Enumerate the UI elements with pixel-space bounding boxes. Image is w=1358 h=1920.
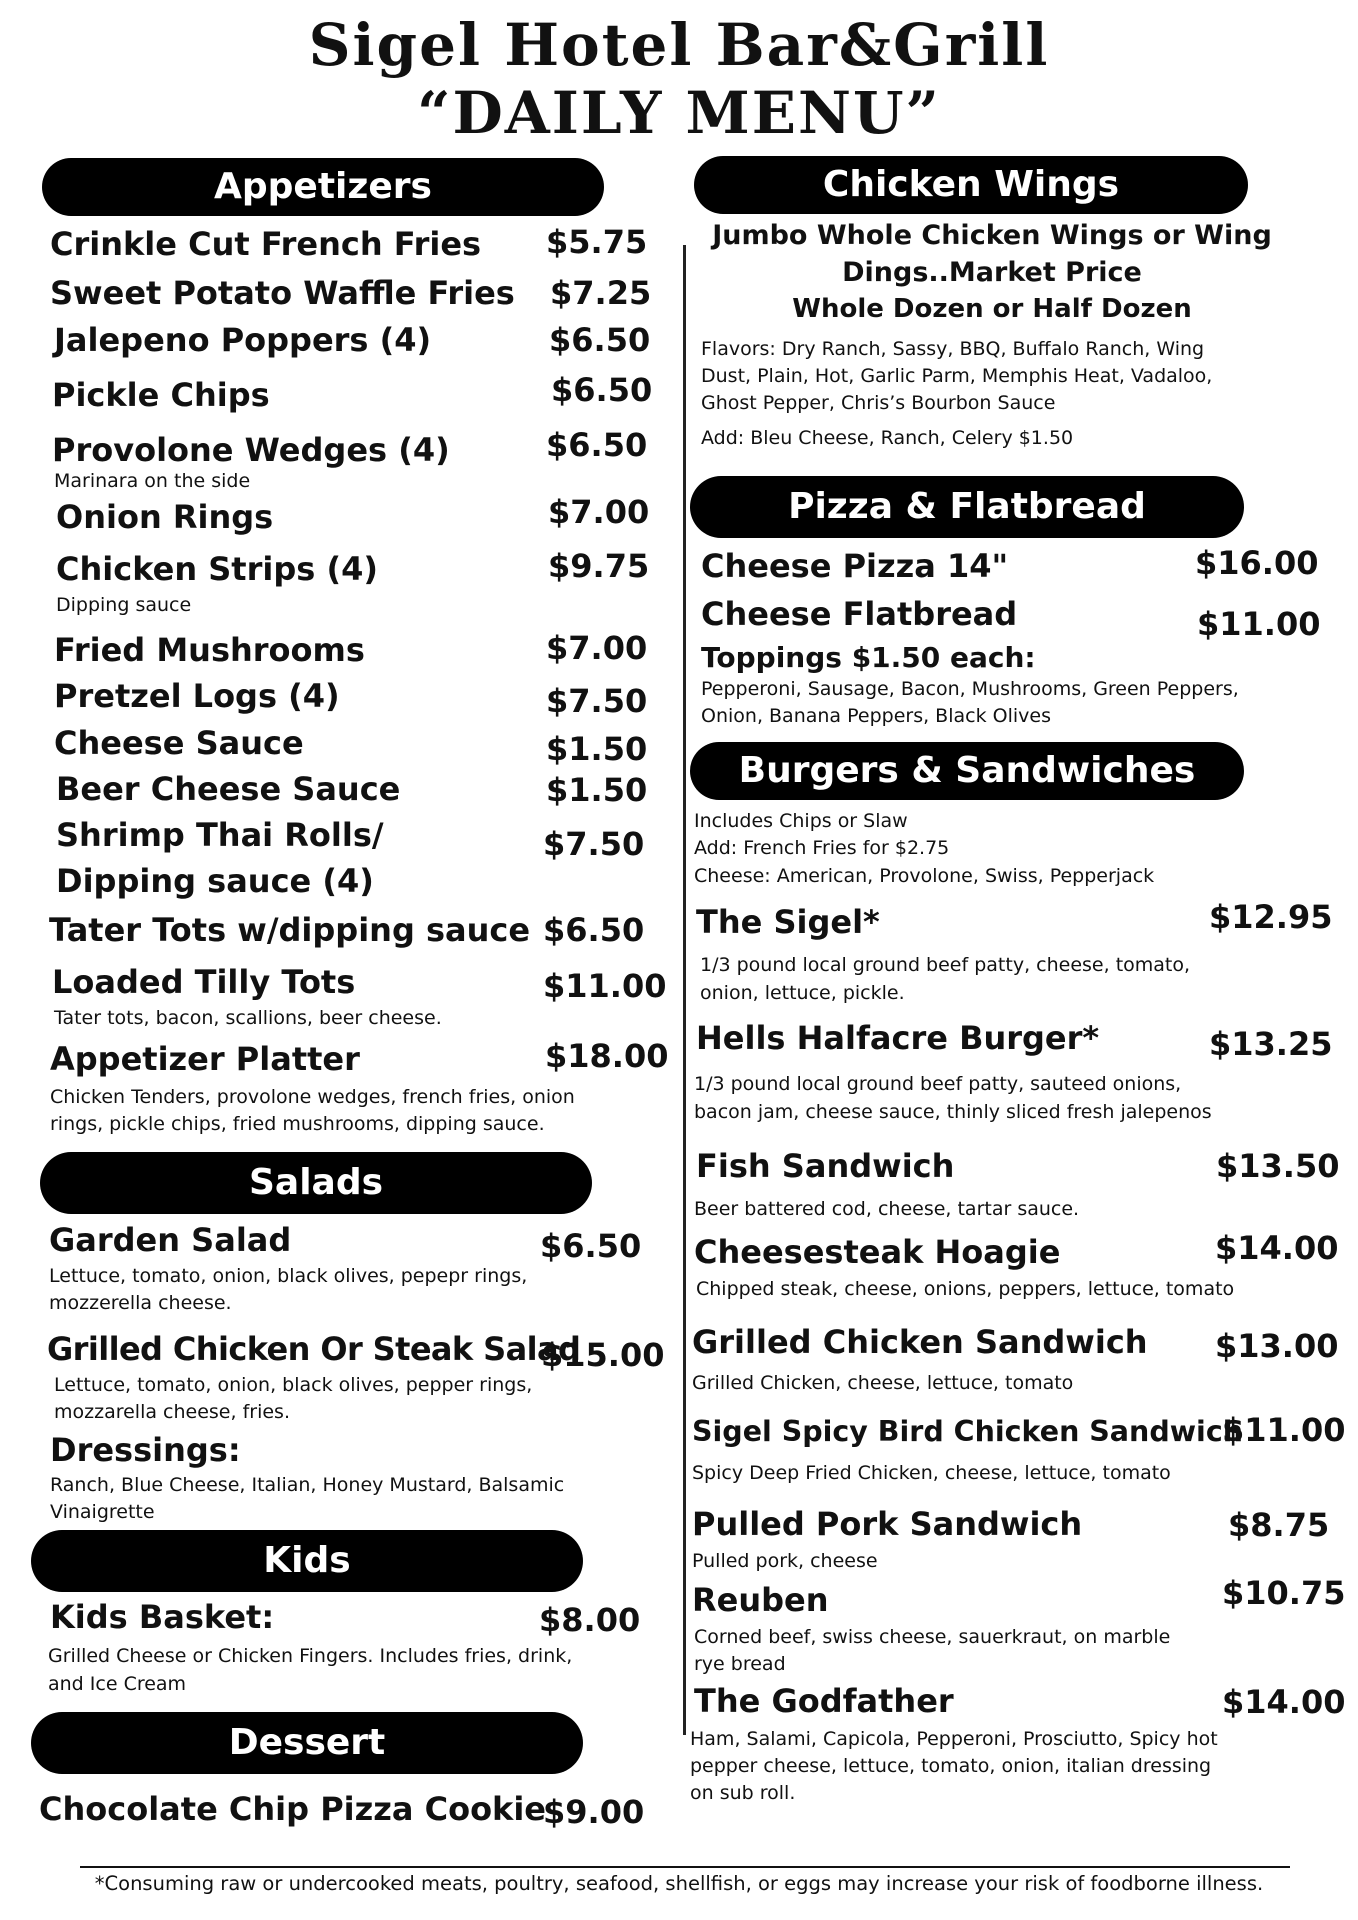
toppings-list: Pepperoni, Sausage, Bacon, Mushrooms, Green Peppers, — [701, 678, 1239, 700]
menu-item-price: $11.00 — [1197, 605, 1321, 643]
menu-item-price: $6.50 — [540, 1227, 642, 1265]
menu-item-name: Appetizer Platter — [50, 1040, 360, 1078]
menu-item-price: $6.50 — [543, 911, 645, 949]
menu-item-name: Onion Rings — [56, 498, 274, 536]
menu-item-name: The Sigel* — [696, 903, 880, 941]
dressings-label: Dressings: — [50, 1431, 241, 1469]
menu-item-price: $10.75 — [1222, 1574, 1346, 1612]
kids-heading: Kids — [31, 1530, 583, 1592]
menu-item-name: Fish Sandwich — [696, 1147, 955, 1185]
menu-item-price: $7.25 — [550, 274, 652, 312]
wings-add-ons: Add: Bleu Cheese, Ranch, Celery $1.50 — [701, 427, 1074, 449]
menu-item-price: $5.75 — [546, 223, 648, 261]
menu-item-name: Beer Cheese Sauce — [56, 770, 401, 808]
menu-item-price: $9.75 — [548, 547, 650, 585]
menu-item-price: $13.25 — [1209, 1025, 1333, 1063]
menu-item-price: $7.50 — [543, 825, 645, 863]
menu-item-price: $8.00 — [539, 1601, 641, 1639]
menu-item-name: Shrimp Thai Rolls/ — [56, 816, 384, 854]
menu-item-description: Grilled Cheese or Chicken Fingers. Includes fries, drink, — [48, 1645, 573, 1667]
menu-item-description-continued: rye bread — [694, 1653, 786, 1675]
dessert-heading: Dessert — [31, 1712, 583, 1774]
menu-item-description: Lettuce, tomato, onion, black olives, pepepr rings, — [49, 1265, 528, 1287]
burgers-intro: Add: French Fries for $2.75 — [694, 837, 950, 859]
menu-item-description-continued: rings, pickle chips, fried mushrooms, dipping sauce. — [50, 1113, 545, 1135]
menu-title: Sigel Hotel Bar&Grill — [308, 11, 1050, 79]
wings-portion: Whole Dozen or Half Dozen — [792, 294, 1192, 324]
menu-item-description: Dipping sauce — [56, 594, 192, 616]
dressings-list-continued: Vinaigrette — [50, 1501, 155, 1523]
foodborne-disclaimer: *Consuming raw or undercooked meats, poultry, seafood, shellfish, or eggs may increase your risk of foodborne illness. — [94, 1872, 1264, 1895]
menu-item-description-continued: and Ice Cream — [48, 1673, 187, 1695]
menu-item-price: $7.00 — [548, 493, 650, 531]
menu-item-price: $11.00 — [1222, 1411, 1346, 1449]
menu-item-price: $7.00 — [546, 629, 648, 667]
wings-flavors-continued: Ghost Pepper, Chris’s Bourbon Sauce — [701, 392, 1056, 414]
menu-item-name: Cheese Pizza 14" — [701, 547, 1009, 585]
menu-item-description: Beer battered cod, cheese, tartar sauce. — [694, 1198, 1080, 1220]
menu-item-description: Spicy Deep Fried Chicken, cheese, lettuce, tomato — [692, 1462, 1171, 1484]
menu-item-price: $6.50 — [546, 426, 648, 464]
menu-item-price: $12.95 — [1209, 898, 1333, 936]
menu-item-name: Grilled Chicken Sandwich — [692, 1323, 1148, 1361]
burgers-intro: Includes Chips or Slaw — [694, 810, 908, 832]
menu-item-name: The Godfather — [694, 1682, 954, 1720]
menu-item-name: Tater Tots w/dipping sauce — [49, 911, 531, 949]
menu-item-name: Crinkle Cut French Fries — [50, 225, 482, 263]
menu-item-name: Pickle Chips — [52, 376, 270, 414]
menu-item-name: Kids Basket: — [50, 1598, 275, 1636]
menu-item-name: Sigel Spicy Bird Chicken Sandwich — [692, 1415, 1244, 1448]
menu-item-description: 1/3 pound local ground beef patty, sauteed onions, — [694, 1073, 1182, 1095]
menu-item-description: Marinara on the side — [54, 470, 251, 492]
menu-item-name: Reuben — [692, 1581, 829, 1619]
wings-flavors-continued: Dust, Plain, Hot, Garlic Parm, Memphis Heat, Vadaloo, — [701, 365, 1213, 387]
menu-item-price: $16.00 — [1195, 544, 1319, 582]
menu-item-price: $9.00 — [543, 1793, 645, 1831]
salads-heading: Salads — [40, 1152, 592, 1214]
wings-description: Jumbo Whole Chicken Wings or Wing — [712, 220, 1272, 251]
menu-item-price: $7.50 — [546, 682, 648, 720]
menu-item-description-continued: onion, lettuce, pickle. — [700, 982, 905, 1004]
burgers-heading: Burgers & Sandwiches — [690, 742, 1244, 800]
menu-item-name: Hells Halfacre Burger* — [696, 1019, 1100, 1057]
menu-item-price: $1.50 — [546, 771, 648, 809]
menu-item-name: Loaded Tilly Tots — [52, 963, 356, 1001]
menu-item-price: $14.00 — [1222, 1683, 1346, 1721]
menu-item-name: Pulled Pork Sandwich — [692, 1505, 1083, 1543]
menu-item-name: Garden Salad — [49, 1221, 292, 1259]
menu-item-description: Grilled Chicken, cheese, lettuce, tomato — [692, 1372, 1074, 1394]
menu-subtitle: “DAILY MENU” — [417, 79, 941, 147]
wings-description-continued: Dings..Market Price — [842, 257, 1142, 288]
toppings-label: Toppings $1.50 each: — [701, 641, 1036, 674]
menu-item-name: Jalepeno Poppers (4) — [54, 321, 432, 359]
dressings-list: Ranch, Blue Cheese, Italian, Honey Mustard, Balsamic — [50, 1474, 565, 1496]
menu-item-price: $18.00 — [545, 1037, 669, 1075]
pizza-heading: Pizza & Flatbread — [690, 476, 1244, 538]
menu-item-name: Provolone Wedges (4) — [52, 431, 450, 469]
menu-item-price: $15.00 — [541, 1336, 665, 1374]
menu-item-price: $8.75 — [1228, 1506, 1330, 1544]
footer-rule — [80, 1866, 1290, 1868]
menu-item-description-continued: mozzerella cheese. — [49, 1292, 232, 1314]
menu-item-price: $13.00 — [1215, 1327, 1339, 1365]
menu-item-price: $14.00 — [1215, 1229, 1339, 1267]
menu-item-name: Cheesesteak Hoagie — [694, 1233, 1061, 1271]
menu-item-description: Chicken Tenders, provolone wedges, french fries, onion — [50, 1086, 575, 1108]
menu-item-description: Lettuce, tomato, onion, black olives, pepper rings, — [54, 1374, 533, 1396]
menu-item-name: Fried Mushrooms — [54, 631, 365, 669]
menu-item-price: $6.50 — [551, 371, 653, 409]
menu-item-name: Pretzel Logs (4) — [54, 677, 340, 715]
toppings-list-continued: Onion, Banana Peppers, Black Olives — [701, 705, 1051, 727]
burgers-intro: Cheese: American, Provolone, Swiss, Pepperjack — [694, 865, 1155, 887]
menu-item-description: Chipped steak, cheese, onions, peppers, lettuce, tomato — [696, 1278, 1235, 1300]
column-divider — [683, 245, 686, 1735]
menu-item-price: $11.00 — [543, 967, 667, 1005]
menu-item-description-continued: on sub roll. — [690, 1782, 796, 1804]
appetizers-heading: Appetizers — [42, 158, 604, 216]
menu-item-name-continued: Dipping sauce (4) — [56, 862, 374, 900]
menu-item-name: Grilled Chicken Or Steak Salad — [47, 1330, 581, 1368]
menu-item-description: Tater tots, bacon, scallions, beer cheese. — [54, 1007, 442, 1029]
menu-item-price: $6.50 — [549, 321, 651, 359]
menu-item-price: $13.50 — [1216, 1147, 1340, 1185]
menu-item-description: Corned beef, swiss cheese, sauerkraut, on marble — [694, 1626, 1171, 1648]
menu-item-description: Pulled pork, cheese — [692, 1550, 878, 1572]
menu-item-description-continued: bacon jam, cheese sauce, thinly sliced fresh jalepenos — [694, 1101, 1212, 1123]
menu-item-description-continued: mozzarella cheese, fries. — [54, 1401, 290, 1423]
menu-item-name: Cheese Sauce — [54, 724, 304, 762]
menu-item-price: $1.50 — [546, 730, 648, 768]
menu-item-name: Chocolate Chip Pizza Cookie — [39, 1790, 546, 1828]
menu-item-name: Chicken Strips (4) — [56, 550, 378, 588]
menu-item-description: 1/3 pound local ground beef patty, cheese, tomato, — [700, 954, 1191, 976]
menu-item-name: Sweet Potato Waffle Fries — [50, 274, 515, 312]
menu-item-name: Cheese Flatbread — [701, 595, 1018, 633]
menu-item-description-continued: pepper cheese, lettuce, tomato, onion, italian dressing — [690, 1755, 1212, 1777]
chicken-wings-heading: Chicken Wings — [694, 156, 1248, 214]
wings-flavors: Flavors: Dry Ranch, Sassy, BBQ, Buffalo Ranch, Wing — [701, 338, 1205, 360]
menu-item-description: Ham, Salami, Capicola, Pepperoni, Prosciutto, Spicy hot — [690, 1728, 1218, 1750]
